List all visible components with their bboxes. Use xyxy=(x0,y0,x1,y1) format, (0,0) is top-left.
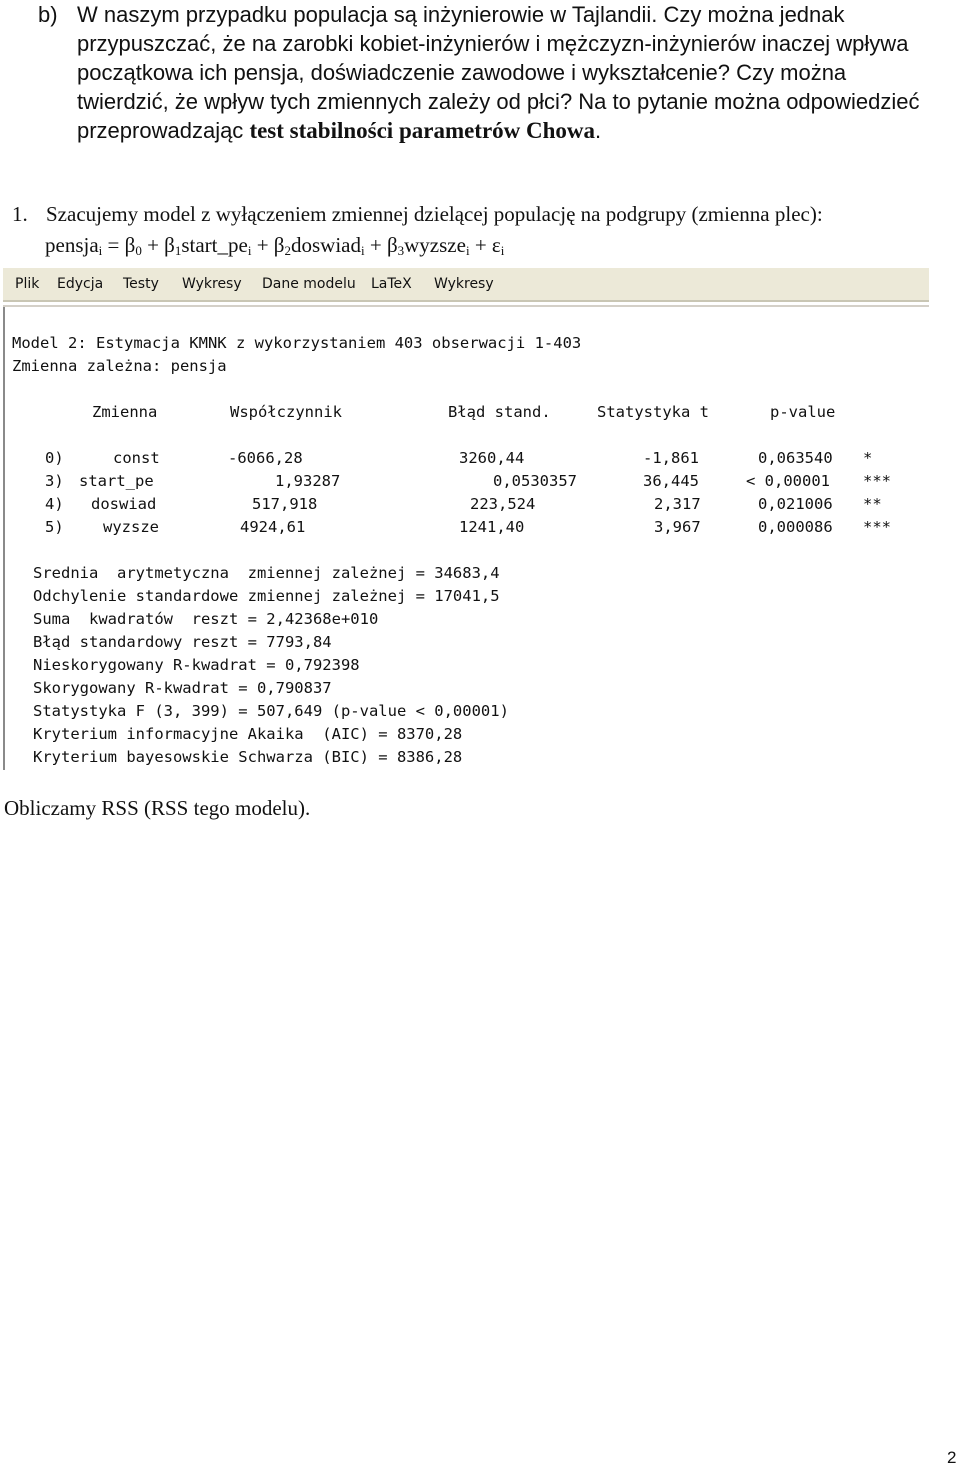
output-title-1: Model 2: Estymacja KMNK z wykorzystaniem 403 obserwacji 1-403 xyxy=(12,334,582,352)
menu-edycja[interactable]: Edycja xyxy=(57,276,104,292)
intro-body: W naszym przypadku populacja są inżynierowie w Tajlandii. Czy można jednak przypuszczać, że na zarobki kobiet-inżynierów i mężczyzn-inżynierów inaczej wpływa początkowa ich pensja, doświadczenie zawodowe i wykształcenie? Czy można twierdzić, że wpływ tych zmiennych zależy od płci? Na to pytanie można odpowiedzieć przeprowadzając xyxy=(77,2,920,143)
header-p-value: p-value xyxy=(770,403,836,421)
menu-wykresy[interactable]: Wykresy xyxy=(182,276,242,292)
beta-symbol: β xyxy=(386,233,398,257)
menu-bar xyxy=(3,268,929,302)
row-variable: doswiad xyxy=(91,495,157,513)
formula-plus: + xyxy=(251,233,274,257)
menu-latex[interactable]: LaTeX xyxy=(371,276,412,292)
row-t-stat: 3,967 xyxy=(654,518,701,536)
row-p-value: < 0,00001 xyxy=(746,472,830,490)
intro-text xyxy=(77,0,939,145)
rss-note: Obliczamy RSS (RSS tego modelu). xyxy=(4,796,311,820)
formula-lhs: pensja xyxy=(45,233,99,257)
gretl-output-window xyxy=(3,268,929,770)
row-coef: 4924,61 xyxy=(240,518,306,536)
row-p-value: 0,000086 xyxy=(758,518,833,536)
header-statystyka-t: Statystyka t xyxy=(597,403,709,421)
stat-mean: Srednia arytmetyczna zmiennej zależnej = 34683,4 xyxy=(33,564,500,582)
stat-adj-r-squared: Skorygowany R-kwadrat = 0,790837 xyxy=(33,679,332,697)
row-t-stat: 36,445 xyxy=(643,472,699,490)
menu-dane-modelu[interactable]: Dane modelu xyxy=(262,276,356,292)
row-stars: *** xyxy=(863,472,891,490)
beta-symbol: β xyxy=(164,233,175,257)
row-variable: wyzsze xyxy=(103,518,159,536)
row-std-error: 223,524 xyxy=(470,495,536,513)
epsilon-symbol: ε xyxy=(491,233,501,257)
intro-tail: . xyxy=(595,118,602,143)
stat-r-squared: Nieskorygowany R-kwadrat = 0,792398 xyxy=(33,656,360,674)
row-coef: -6066,28 xyxy=(228,449,303,467)
formula-plus: + xyxy=(364,233,387,257)
header-wspolczynnik: Współczynnik xyxy=(230,403,342,421)
menu-plik[interactable]: Plik xyxy=(15,276,40,292)
row-index: 3) xyxy=(45,472,64,490)
row-stars: *** xyxy=(863,518,891,536)
stat-aic: Kryterium informacyjne Akaika (AIC) = 8370,28 xyxy=(33,725,463,743)
row-t-stat: 2,317 xyxy=(654,495,701,513)
page-number: 2 xyxy=(947,1448,957,1467)
window-left-edge xyxy=(3,307,5,770)
row-t-stat: -1,861 xyxy=(643,449,699,467)
row-index: 5) xyxy=(45,518,64,536)
beta-index-1: 1 xyxy=(174,243,182,258)
formula-sub-i: i xyxy=(360,243,365,258)
stat-std-error-resid: Błąd standardowy reszt = 7793,84 xyxy=(33,633,332,651)
formula-var-start-pe: start_pe xyxy=(181,233,248,257)
row-std-error: 3260,44 xyxy=(459,449,525,467)
formula-eq: = xyxy=(102,233,125,257)
beta-index-2: 2 xyxy=(284,243,291,258)
row-std-error: 0,0530357 xyxy=(493,472,577,490)
header-blad-stand: Błąd stand. xyxy=(448,403,551,421)
row-std-error: 1241,40 xyxy=(459,518,525,536)
menu-wykresy-2[interactable]: Wykresy xyxy=(434,276,494,292)
formula-var-doswiad: doswiad xyxy=(290,233,361,257)
row-variable: const xyxy=(113,449,160,467)
beta-index-0: 0 xyxy=(135,243,142,258)
row-stars: * xyxy=(863,449,873,467)
formula-plus: + xyxy=(141,233,165,257)
formula-var-wyzsze: wyzsze xyxy=(404,233,466,257)
stat-f: Statystyka F (3, 399) = 507,649 (p-value < 0,00001) xyxy=(33,702,509,720)
formula-sub-i: i xyxy=(247,243,252,258)
output-title-2: Zmienna zależna: pensja xyxy=(12,357,227,375)
formula-sub-i: i xyxy=(500,243,505,258)
beta-symbol: β xyxy=(273,233,285,257)
formula-plus: + xyxy=(469,233,492,257)
menu-testy[interactable]: Testy xyxy=(123,276,159,292)
menu-separator xyxy=(3,305,929,307)
row-stars: ** xyxy=(863,495,882,513)
chow-test-term: test stabilności parametrów Chowa xyxy=(249,118,596,143)
row-variable: start_pe xyxy=(79,472,154,490)
row-p-value: 0,021006 xyxy=(758,495,833,513)
step-text: Szacujemy model z wyłączeniem zmiennej dzielącej populację na podgrupy (zmienna plec): xyxy=(46,202,823,226)
beta-index-3: 3 xyxy=(397,243,405,258)
stat-std-dev: Odchylenie standardowe zmiennej zależnej = 17041,5 xyxy=(33,587,500,605)
stat-rss: Suma kwadratów reszt = 2,42368e+010 xyxy=(33,610,379,628)
header-zmienna: Zmienna xyxy=(92,403,158,421)
step-number: 1. xyxy=(12,202,28,226)
row-coef: 1,93287 xyxy=(275,472,341,490)
formula-sub-i: i xyxy=(98,243,103,258)
model-formula xyxy=(45,231,504,265)
stat-bic: Kryterium bayesowskie Schwarza (BIC) = 8386,28 xyxy=(33,748,463,766)
list-marker: b) xyxy=(38,2,58,27)
beta-symbol: β xyxy=(124,233,136,257)
row-p-value: 0,063540 xyxy=(758,449,833,467)
row-index: 4) xyxy=(45,495,64,513)
formula-sub-i: i xyxy=(465,243,470,258)
row-coef: 517,918 xyxy=(252,495,318,513)
row-index: 0) xyxy=(45,449,64,467)
